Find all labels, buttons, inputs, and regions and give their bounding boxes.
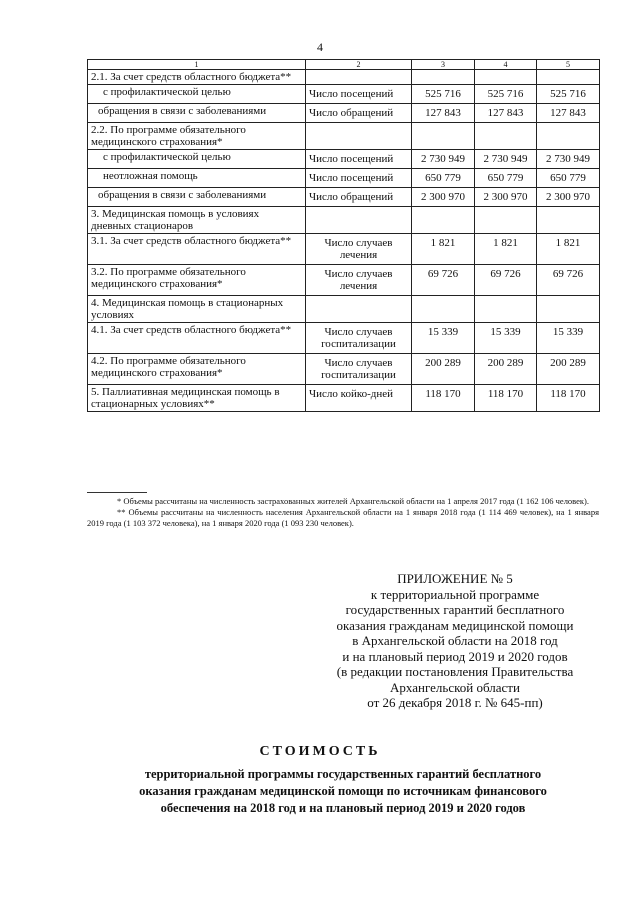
row-value-2020: 1 821 — [537, 234, 600, 265]
row-unit — [306, 296, 412, 323]
table-row — [88, 70, 600, 85]
footnote-1: * Объемы рассчитаны на численность застрахованных жителей Архангельской области на 1 апреля 2017 года (1 162 106 человек). — [117, 496, 590, 506]
table-row — [88, 296, 600, 323]
row-value-2019 — [475, 123, 537, 150]
row-value-2019 — [475, 296, 537, 323]
column-header: 3 — [412, 60, 475, 70]
table-row — [88, 104, 600, 123]
row-value-2018 — [412, 123, 475, 150]
row-value-2018 — [412, 207, 475, 234]
row-label: 4.2. По программе обязательного медицинского страхования* — [88, 354, 306, 385]
row-label: 5. Паллиативная медицинская помощь в стационарных условиях** — [88, 385, 306, 412]
row-label: 4.1. За счет средств областного бюджета** — [88, 323, 306, 354]
row-unit: Число посещений — [306, 150, 412, 169]
table-row — [88, 188, 600, 207]
row-value-2018: 1 821 — [412, 234, 475, 265]
row-unit: Число обращений — [306, 188, 412, 207]
row-value-2019: 1 821 — [475, 234, 537, 265]
row-value-2019: 2 300 970 — [475, 188, 537, 207]
table-row — [88, 385, 600, 412]
row-value-2019: 69 726 — [475, 265, 537, 296]
row-label: обращения в связи с заболеваниями — [88, 104, 306, 123]
row-value-2019: 127 843 — [475, 104, 537, 123]
column-header: 5 — [537, 60, 600, 70]
column-header: 2 — [306, 60, 412, 70]
appendix-line: и на плановый период 2019 и 2020 годов — [342, 648, 568, 664]
row-value-2020: 69 726 — [537, 265, 600, 296]
row-value-2019: 200 289 — [475, 354, 537, 385]
row-unit: Число обращений — [306, 104, 412, 123]
row-value-2018: 127 843 — [412, 104, 475, 123]
table-header-row — [88, 60, 600, 70]
table-row — [88, 323, 600, 354]
row-value-2020: 15 339 — [537, 323, 600, 354]
row-value-2018: 15 339 — [412, 323, 475, 354]
appendix-line: к территориальной программе — [370, 586, 540, 602]
appendix-line: оказания гражданам медицинской помощи — [336, 617, 574, 633]
row-value-2020 — [537, 207, 600, 234]
row-unit — [306, 70, 412, 85]
row-value-2019: 118 170 — [475, 385, 537, 412]
footnote-2: ** Объемы рассчитаны на численность населения Архангельской области на 1 января 2018 года (1 114 469 человек), на 1 января 2019 года (1 103 372 человека), на 1 января 2020 года (1 093 230 человек). — [87, 507, 599, 528]
subtitle-line: обеспечения на 2018 год и на плановый период 2019 и 2020 годов — [160, 801, 526, 815]
row-value-2020: 650 779 — [537, 169, 600, 188]
row-value-2020: 118 170 — [537, 385, 600, 412]
appendix-line: в Архангельской области на 2018 год — [352, 633, 558, 648]
row-label: 2.2. По программе обязательного медицинского страхования* — [88, 123, 306, 150]
appendix-line: (в редакции постановления Правительства — [336, 664, 574, 679]
table-row — [88, 207, 600, 234]
appendix-line: ПРИЛОЖЕНИЕ № 5 — [397, 571, 513, 586]
table-row — [88, 234, 600, 265]
footnotes — [87, 496, 599, 529]
row-value-2020: 127 843 — [537, 104, 600, 123]
row-value-2020: 525 716 — [537, 85, 600, 104]
row-value-2019: 2 730 949 — [475, 150, 537, 169]
row-value-2018 — [412, 70, 475, 85]
appendix-line: от 26 декабря 2018 г. № 645-пп) — [367, 695, 543, 710]
table-row — [88, 150, 600, 169]
row-unit: Число посещений — [306, 85, 412, 104]
row-unit: Число случаев лечения — [306, 234, 412, 265]
row-unit: Число койко-дней — [306, 385, 412, 412]
table-row — [88, 123, 600, 150]
row-unit — [306, 123, 412, 150]
row-label: 3.1. За счет средств областного бюджета** — [88, 234, 306, 265]
row-value-2018: 200 289 — [412, 354, 475, 385]
row-value-2020 — [537, 123, 600, 150]
row-label: 4. Медицинская помощь в стационарных условиях — [88, 296, 306, 323]
table-row — [88, 354, 600, 385]
volume-table — [87, 59, 600, 412]
row-value-2019 — [475, 207, 537, 234]
table-row — [88, 265, 600, 296]
row-value-2018: 2 300 970 — [412, 188, 475, 207]
row-value-2019: 15 339 — [475, 323, 537, 354]
row-value-2018: 525 716 — [412, 85, 475, 104]
row-unit: Число случаев госпитализации — [306, 354, 412, 385]
row-value-2018: 69 726 — [412, 265, 475, 296]
row-value-2020 — [537, 70, 600, 85]
row-label: 2.1. За счет средств областного бюджета** — [88, 70, 306, 85]
row-value-2020: 2 730 949 — [537, 150, 600, 169]
appendix-line: Архангельской области — [390, 679, 520, 695]
row-value-2018: 650 779 — [412, 169, 475, 188]
row-unit: Число случаев госпитализации — [306, 323, 412, 354]
column-header: 4 — [475, 60, 537, 70]
subtitle-line: территориальной программы государственных гарантий бесплатного — [144, 767, 542, 781]
appendix-header — [310, 571, 600, 711]
row-label: с профилактической целью — [88, 150, 306, 169]
row-unit: Число случаев лечения — [306, 265, 412, 296]
section-title: СТОИМОСТЬ — [259, 744, 381, 759]
table-row — [88, 169, 600, 188]
row-value-2019: 525 716 — [475, 85, 537, 104]
subtitle-line: оказания гражданам медицинской помощи по источникам финансового — [139, 784, 547, 798]
row-label: обращения в связи с заболеваниями — [88, 188, 306, 207]
table-row — [88, 85, 600, 104]
row-value-2018: 118 170 — [412, 385, 475, 412]
row-value-2020: 200 289 — [537, 354, 600, 385]
row-value-2018 — [412, 296, 475, 323]
row-label: неотложная помощь — [88, 169, 306, 188]
row-value-2019 — [475, 70, 537, 85]
row-unit: Число посещений — [306, 169, 412, 188]
page-number: 4 — [317, 40, 323, 54]
row-label: с профилактической целью — [88, 85, 306, 104]
section-subtitle — [87, 766, 599, 817]
appendix-line: государственных гарантий бесплатного — [345, 602, 565, 617]
row-value-2020: 2 300 970 — [537, 188, 600, 207]
footnote-separator — [87, 492, 147, 493]
row-label: 3. Медицинская помощь в условиях дневных стационаров — [88, 207, 306, 234]
row-label: 3.2. По программе обязательного медицинского страхования* — [88, 265, 306, 296]
row-value-2020 — [537, 296, 600, 323]
row-unit — [306, 207, 412, 234]
column-header: 1 — [88, 60, 306, 70]
row-value-2019: 650 779 — [475, 169, 537, 188]
row-value-2018: 2 730 949 — [412, 150, 475, 169]
